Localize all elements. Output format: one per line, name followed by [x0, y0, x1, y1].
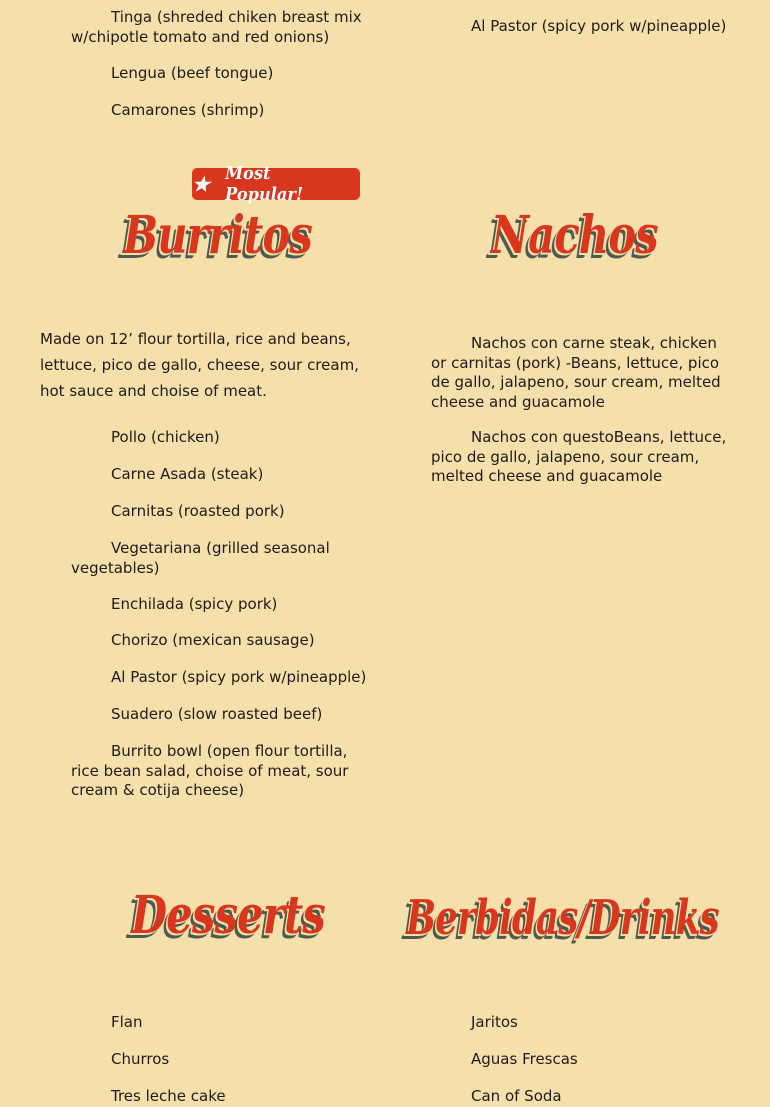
burrito-item-burrito-bowl: Burrito bowl (open flour tortilla, rice bean salad, choise of meat, sour cream & cotija cheese)	[71, 742, 349, 799]
dessert-item-churros: Churros	[111, 1050, 170, 1068]
burritos-heading: Burritos	[123, 205, 313, 266]
nachos-heading: Nachos	[491, 205, 658, 266]
burrito-item-carne-asada: Carne Asada (steak)	[111, 465, 264, 483]
most-popular-label: Most Popular!	[225, 163, 304, 205]
burrito-item-pollo: Pollo (chicken)	[111, 428, 220, 446]
drink-item-jaritos: Jaritos	[471, 1013, 518, 1031]
menu-item-lengua: Lengua (beef tongue)	[111, 64, 274, 82]
menu-item-tinga: Tinga (shreded chiken breast mix w/chipotle tomato and red onions)	[71, 8, 362, 46]
burritos-description: Made on 12’ flour tortilla, rice and beans, lettuce, pico de gallo, cheese, sour cream, hot sauce and choise of meat.	[40, 330, 359, 400]
drink-item-can-of-soda: Can of Soda	[471, 1087, 562, 1105]
burrito-item-carnitas: Carnitas (roasted pork)	[111, 502, 285, 520]
drinks-heading: Berbidas/Drinks	[406, 890, 719, 946]
burrito-item-chorizo: Chorizo (mexican sausage)	[111, 631, 315, 649]
burrito-item-vegetariana: Vegetariana (grilled seasonal vegetables)	[71, 539, 330, 577]
dessert-item-flan: Flan	[111, 1013, 143, 1031]
burrito-item-enchilada: Enchilada (spicy pork)	[111, 595, 278, 613]
nachos-item-carne: Nachos con carne steak, chicken or carnitas (pork) -Beans, lettuce, pico de gallo, jalapeno, sour cream, melted cheese and guacamole	[431, 334, 721, 411]
desserts-heading: Desserts	[131, 885, 326, 946]
most-popular-badge	[192, 163, 360, 205]
nachos-item-questo: Nachos con questoBeans, lettuce, pico de gallo, jalapeno, sour cream, melted cheese and guacamole	[431, 428, 727, 485]
menu-item-camarones: Camarones (shrimp)	[111, 101, 265, 119]
dessert-item-tres-leche: Tres leche cake	[111, 1087, 226, 1105]
star-icon: ★	[192, 172, 210, 196]
menu-item-al-pastor-taco: Al Pastor (spicy pork w/pineapple)	[471, 17, 727, 35]
drink-item-aguas-frescas: Aguas Frescas	[471, 1050, 578, 1068]
burrito-item-al-pastor: Al Pastor (spicy pork w/pineapple)	[111, 668, 367, 686]
burrito-item-suadero: Suadero (slow roasted beef)	[111, 705, 323, 723]
